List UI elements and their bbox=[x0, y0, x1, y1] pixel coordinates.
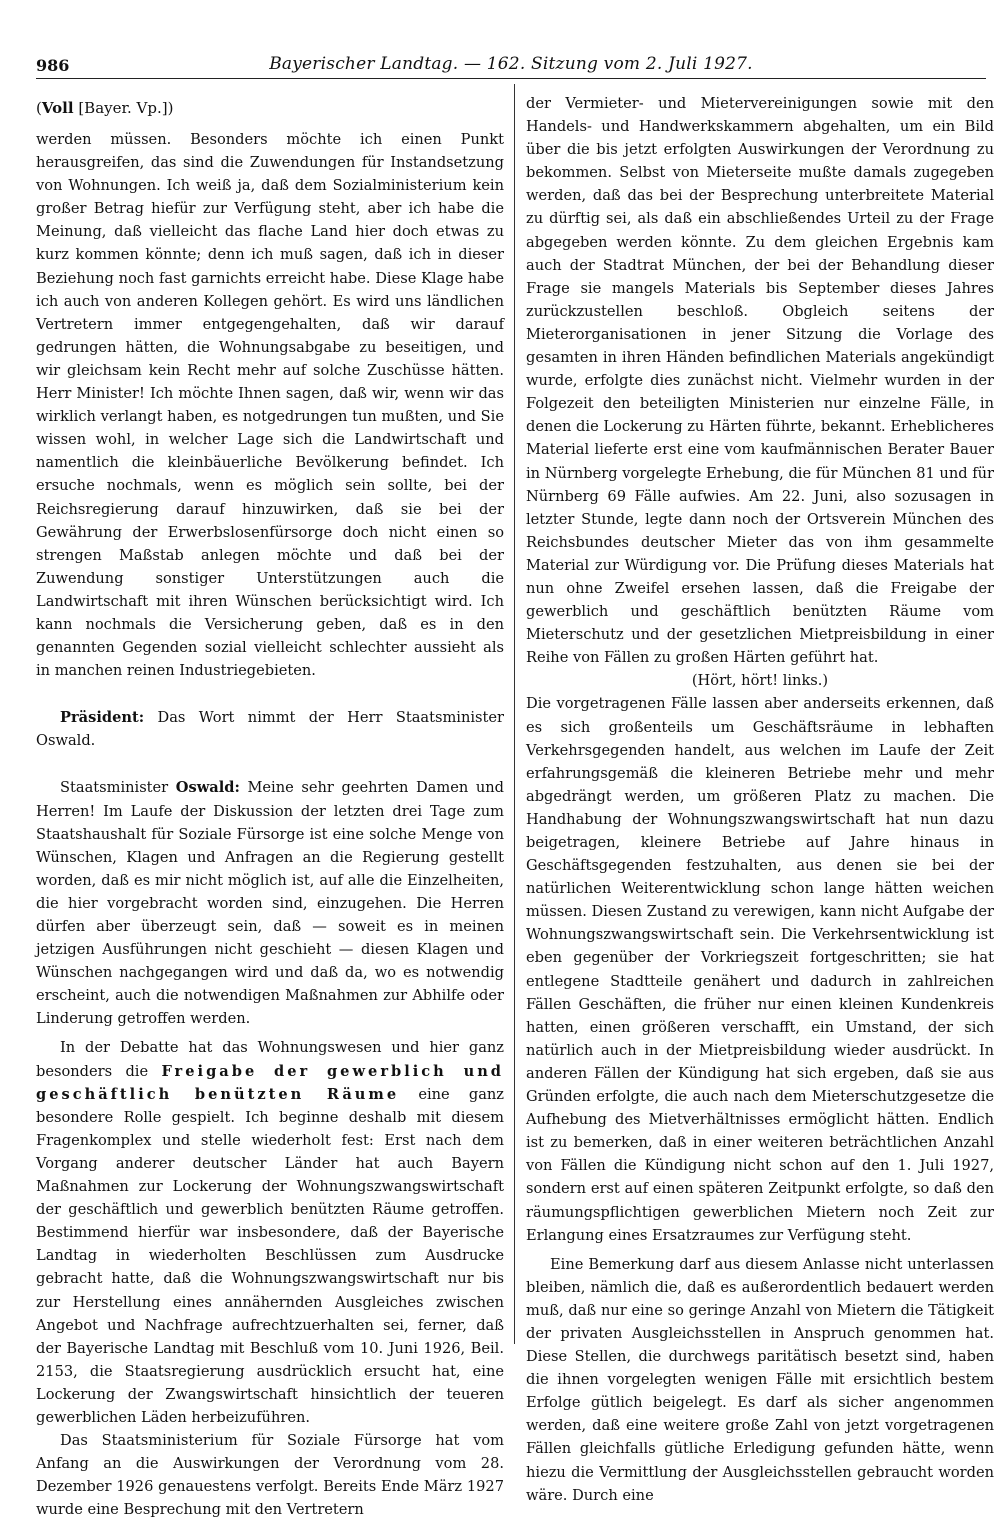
page-header bbox=[36, 52, 986, 79]
paragraph: werden müssen. Besonders möchte ich einen Punkt herausgreifen, das sind die Zuwendungen für Instandsetzung von Wohnungen. Ich weiß ja, daß dem Sozialministerium kein großer Betrag hiefür zur Verfügung steht, aber ich habe die Meinung, daß vielleicht das flache Land hier doch etwas zu kurz kommen könnte; denn ich muß sagen, daß ich in dieser Beziehung noch fast garnichts erreicht habe. Diese Klage habe ich auch von anderen Kollegen gehört. Es wird uns ländlichen Vertretern immer entgegengehalten, daß wir darauf gedrungen hätten, die Wohnungsabgabe zu beseitigen, und wir gleichsam kein Recht mehr auf solche Zuschüsse hätten. Herr Minister! Ich möchte Ihnen sagen, daß wir, wenn wir das wirklich verlangt haben, es notgedrungen tun mußten, und Sie wissen wohl, in welcher Lage sich die Landwirtschaft und namentlich die kleinbäuerliche Bevölkerung befindet. Ich ersuche nochmals, wenn es möglich sein sollte, bei der Reichsregierung darauf hinzuwirken, daß sie bei der Gewährung der Erwerbslosenfürsorge doch nicht einen so strengen Maßstab anlegen möchte und daß bei der Zuwendung sonstiger Unterstützungen auch die Landwirtschaft mit ihren Wünschen berücksichtigt wird. Ich kann nochmals die Versicherung geben, daß es in den genannten Gegenden sozial vielleicht schlechter aussieht als in manchen reinen Industriegebieten. bbox=[36, 131, 504, 680]
left-column bbox=[36, 94, 504, 1521]
emphasis-spaced: Freigabe der gewerblich und geschäftlich benützten Räume bbox=[36, 1062, 505, 1103]
running-head: Bayerischer Landtag. — 162. Sitzung vom 2. Juli 1927. bbox=[269, 54, 753, 74]
minister-statement bbox=[36, 776, 504, 1030]
paragraph: Das Staatsministerium für Soziale Fürsorge hat vom Anfang an die Auswirkungen der Verordnung vom 28. Dezember 1926 genauestens verfolgt. Bereits Ende März 1927 wurde eine Besprechung mit den Vertretern bbox=[36, 1432, 504, 1519]
minister-title: Staatsminister bbox=[60, 779, 169, 797]
speaker-party: [Bayer. Vp.]) bbox=[78, 99, 174, 117]
paragraph: Eine Bemerkung darf aus diesem Anlasse nicht unterlassen bleiben, nämlich die, daß es außerordentlich bedauert werden muß, daß nur eine so geringe Anzahl von Mietern die Tätigkeit der privaten Ausgleichsstellen in Anspruch genommen hat. Diese Stellen, die durchwegs paritätisch besetzt sind, haben die ihnen vorgelegten wenigen Fälle mit ersichtlich bestem Erfolge gütlich beigelegt. Es darf als sicher angenommen werden, daß eine weitere große Zahl von jetzt vorgetragenen Fällen gleichfalls gütliche Erledigung gefunden hätte, wenn hiezu die Vermittlung der Ausgleichsstellen gebraucht worden wäre. Durch eine bbox=[526, 1255, 994, 1504]
speaker-name: Voll bbox=[41, 99, 74, 117]
paragraph-text: eine ganz besondere Rolle gespielt. Ich beginne deshalb mit diesem Fragenkomplex und stelle wiederholt fest: Erst nach dem Vorgang anderer deutscher Länder hat auch Bayern Maßnahmen zur Lockerung der Wohnungszwangswirtschaft der geschäftlich und gewerblich benützten Räume getroffen. Bestimmend hierfür war insbesondere, daß der Bayerische Landtag in wiederholten Beschlüssen zum Ausdrucke gebracht hatte, daß die Wohnungszwangswirtschaft nur bis zur Herstellung eines annähernden Ausgleiches zwischen Angebot und Nachfrage aufrechtzuerhalten sei, ferner, daß der Bayerische Landtag mit Beschluß vom 10. Juni 1926, Beil. 2153, die Staatsregierung ausdrücklich ersucht hat, eine Lockerung der Zwangswirtschaft hinsichtlich der teueren gewerblichen Läden herbeizuführen. bbox=[36, 1085, 504, 1426]
page-number: 986 bbox=[36, 56, 70, 75]
paragraph bbox=[36, 1036, 504, 1429]
paragraph: Meine sehr geehrten Damen und Herren! Im Laufe der Diskussion der letzten drei Tage zum Staatshaushalt für Soziale Fürsorge ist eine solche Menge von Wünschen, Klagen und Anfragen an die Regierung gestellt worden, daß es mir nicht möglich ist, auf alle die Einzelheiten, die hier vorgebracht worden sind, einzugehen. Die Herren dürfen aber überzeugt sein, daß — soweit es in meinen jetzigen Ausführungen nicht geschieht — diesen Klagen und Wünschen nachgegangen wird und daß da, wo es notwendig erscheint, auch die notwendigen Maßnahmen zur Abhilfe oder Linderung getroffen werden. bbox=[36, 779, 504, 1028]
paragraph: der Vermieter- und Mietervereinigungen sowie mit den Handels- und Handwerkskammern abgehalten, um ein Bild über die bis jetzt erfolgten Auswirkungen der Verordnung zu bekommen. Selbst von Mieterseite mußte damals zugegeben werden, daß das bei der Besprechung unterbreitete Material zu dürftig sei, als daß ein abschließendes Urteil zu der Frage abgegeben werden könnte. Zu dem gleichen Ergebnis kam auch der Stadtrat München, der bei der Behandlung dieser Frage sie mangels Materials bis September dieses Jahres zurückzustellen beschloß. Obgleich seitens der Mieterorganisationen in jener Sitzung die Vorlage des gesamten in ihren Händen befindlichen Materials angekündigt wurde, erfolgte dies zunächst nicht. Vielmehr wurden in der Folgezeit den beteiligten Ministerien nur einzelne Fälle, in denen die Lockerung zu Härten führte, bekannt. Erheblicheres Material lieferte erst eine vom kaufmännischen Berater Bauer in Nürnberg vorgelegte Erhebung, die für München 81 und für Nürnberg 69 Fälle aufwies. Am 22. Juni, also sozusagen in letzter Stunde, legte dann noch der Ortsverein München des Reichsbundes deutscher Mieter das von ihm gesammelte Material zur Würdigung vor. Die Prüfung dieses Materials hat nun ohne Zweifel ersehen lassen, daß die Freigabe der gewerblich und geschäftlich benützten Räume vom Mieterschutz und der gesetzlichen Mietpreisbildung in einer Reihe von Fällen zu großen Härten geführt hat. bbox=[526, 95, 994, 667]
president-text: Das Wort nimmt der Herr Staatsminister Oswald. bbox=[36, 709, 504, 750]
speaker-tag-open: ( bbox=[36, 99, 42, 117]
speaker-tag bbox=[36, 94, 504, 122]
paragraph: Die vorgetragenen Fälle lassen aber anderseits erkennen, daß es sich großenteils um Geschäftsräume in lebhaften Verkehrsgegenden handelt, aus welchen im Laufe der Zeit erfahrungsgemäß die kleineren Betriebe mehr und mehr abgedrängt werden, um größeren Platz zu machen. Die Handhabung der Wohnungszwangswirtschaft hat nun dazu beigetragen, kleinere Betriebe auf Jahre hinaus in Geschäftsgegenden festzuhalten, aus denen sie bei der natürlichen Weiterentwicklung schon lange hätten weichen müssen. Diesen Zustand zu verewigen, kann nicht Aufgabe der Wohnungszwangswirtschaft sein. Die Verkehrsentwicklung ist eben gegenüber der Vorkriegszeit fortgeschritten; sie hat entlegene Stadtteile genähert und dadurch in zahlreichen Fällen Geschäften, die früher nur einen kleinen Kundenkreis hatten, einen größeren verschafft, ein Umstand, der sich natürlich auch in der Mietpreisbildung wieder ausdrückt. In anderen Fällen der Kündigung hat sich ergeben, daß sie aus Gründen erfolgte, die auch nach dem Mieterschutzgesetze die Aufhebung des Mietverhältnisses ermöglicht hätten. Endlich ist zu bemerken, daß in einer weiteren beträchtlichen Anzahl von Fällen die Kündigung nicht schon auf den 1. Juli 1927, sondern erst auf einen späteren Zeitpunkt erfolgte, so daß den räumungspflichtigen gewerblichen Mietern noch Zeit zur Erlangung eines Ersatzraumes zur Verfügung steht. bbox=[526, 695, 994, 1244]
column-divider bbox=[514, 84, 515, 1344]
president-label: Präsident: bbox=[60, 709, 145, 727]
paragraph-text: In der Debatte hat das Wohnungswesen und hier ganz besonders die bbox=[36, 1039, 504, 1080]
interjection: (Hört, hört! links.) bbox=[691, 672, 829, 690]
president-statement bbox=[36, 706, 504, 752]
right-column bbox=[526, 92, 994, 1507]
minister-name: Oswald: bbox=[175, 779, 240, 797]
